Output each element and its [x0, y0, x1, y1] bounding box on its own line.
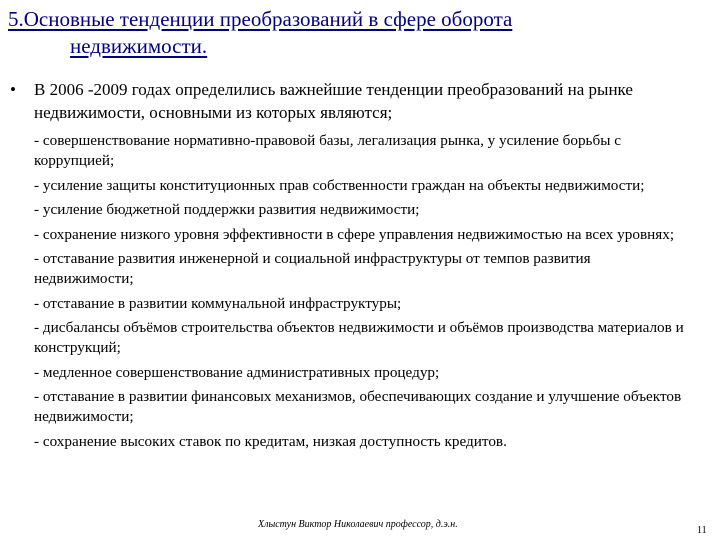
trend-list [34, 131, 694, 456]
trend-item: - усиление защиты конституционных прав собственности граждан на объекты недвижимости; [34, 176, 645, 194]
trend-item: - сохранение высоких ставок по кредитам, низкая доступность кредитов. [34, 432, 507, 450]
bullet-marker: • [10, 80, 16, 99]
trend-item: - сохранение низкого уровня эффективности в сфере управления недвижимостью на всех уровнях; [34, 225, 675, 243]
trend-item: - дисбалансы объёмов строительства объектов недвижимости и объёмов производства материалов и конструкций; [34, 319, 684, 356]
intro-bullet [10, 78, 700, 124]
trend-item: - отставание в развитии коммунальной инфраструктуры; [34, 294, 402, 312]
intro-text: В 2006 -2009 годах определились важнейшие тенденции преобразований на рынке недвижимости, основными из которых являются; [34, 80, 633, 122]
author-footer: Хлыстун Виктор Николаевич профессор, д.э.н. [258, 519, 458, 530]
page-number: 11 [697, 525, 707, 536]
slide-title-line-1: 5.Основные тенденции преобразований в сфере оборота [8, 7, 513, 31]
trend-item: - медленное совершенствование административных процедур; [34, 363, 440, 381]
trend-item: - отставание в развитии финансовых механизмов, обеспечивающих создание и улучшение объектов недвижимости; [34, 388, 682, 425]
trend-item: - совершенствование нормативно-правовой базы, легализация рынка, у усиление борьбы с коррупцией; [34, 132, 621, 169]
trend-item: - отставание развития инженерной и социальной инфраструктуры от темпов развития недвижимости; [34, 250, 591, 287]
slide-title-line-2: недвижимости. [70, 34, 208, 58]
slide-title [8, 6, 708, 60]
trend-item: - усиление бюджетной поддержки развития недвижимости; [34, 201, 420, 218]
